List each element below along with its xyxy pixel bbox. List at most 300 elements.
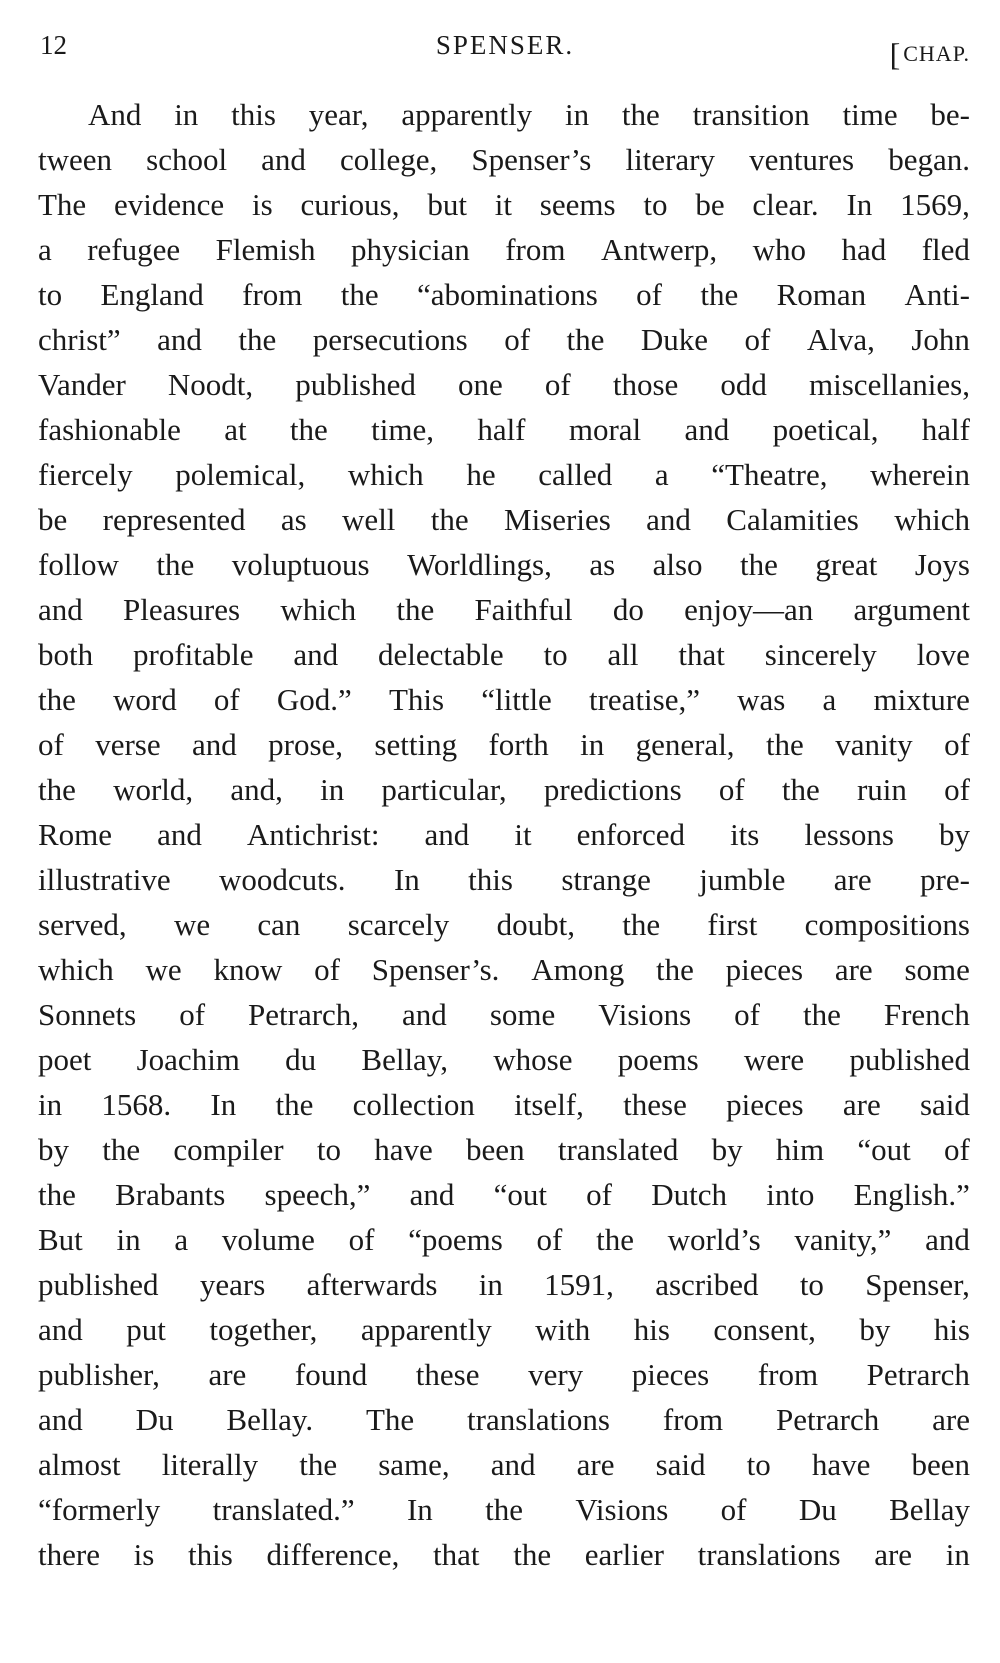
word: to bbox=[643, 187, 668, 222]
word: and bbox=[646, 502, 691, 537]
word: persecutions bbox=[312, 322, 468, 357]
word: are bbox=[576, 1447, 615, 1482]
word: and bbox=[925, 1222, 970, 1257]
word: world, bbox=[113, 772, 194, 807]
word: some bbox=[904, 952, 970, 987]
word: which bbox=[38, 952, 114, 987]
word: Vander bbox=[38, 367, 126, 402]
word: as bbox=[280, 502, 307, 537]
word: difference, bbox=[266, 1537, 400, 1572]
word: argument bbox=[853, 592, 970, 627]
word: these bbox=[623, 1087, 687, 1122]
word: Bellay. bbox=[226, 1402, 314, 1437]
word: vanity bbox=[835, 727, 913, 762]
word: the bbox=[513, 1537, 552, 1572]
word: and bbox=[684, 412, 730, 447]
word: Roman bbox=[776, 277, 867, 312]
word: to bbox=[746, 1447, 771, 1482]
text-line bbox=[38, 137, 970, 182]
text-line bbox=[38, 1487, 970, 1532]
word: Petrarch bbox=[866, 1357, 970, 1392]
word: “abominations bbox=[417, 277, 598, 312]
text-line bbox=[38, 587, 970, 632]
word: are bbox=[874, 1537, 913, 1572]
word: Visions bbox=[575, 1492, 669, 1527]
word: year, bbox=[308, 97, 369, 132]
word: pieces bbox=[725, 952, 804, 987]
word: of bbox=[38, 727, 64, 762]
word: evidence bbox=[114, 187, 225, 222]
word: du bbox=[285, 1042, 317, 1077]
word: translations bbox=[467, 1402, 610, 1437]
word: fashionable bbox=[38, 412, 181, 447]
word: moral bbox=[568, 412, 642, 447]
word: these bbox=[415, 1357, 480, 1392]
word: general, bbox=[635, 727, 735, 762]
word: of bbox=[586, 1177, 612, 1212]
word: collection bbox=[352, 1087, 475, 1122]
word: which bbox=[894, 502, 970, 537]
word: delectable bbox=[378, 637, 504, 672]
word: half bbox=[921, 412, 970, 447]
word: In bbox=[393, 862, 420, 897]
word: are bbox=[834, 952, 873, 987]
word: this bbox=[468, 862, 513, 897]
word: the bbox=[622, 907, 661, 942]
word: illustrative bbox=[38, 862, 171, 897]
word: of bbox=[944, 772, 970, 807]
word: in bbox=[38, 1087, 63, 1122]
word: that bbox=[433, 1537, 480, 1572]
text-line bbox=[38, 812, 970, 857]
word: that bbox=[678, 637, 725, 672]
word: vanity,” bbox=[794, 1222, 892, 1257]
word: had bbox=[841, 232, 887, 267]
chapter-label-text: CHAP. bbox=[903, 41, 970, 66]
word: and bbox=[38, 592, 83, 627]
word: This bbox=[388, 682, 445, 717]
word: tween bbox=[38, 142, 113, 177]
word: afterwards bbox=[306, 1267, 438, 1302]
word: also bbox=[652, 547, 703, 582]
word: and bbox=[261, 142, 306, 177]
word: doubt, bbox=[496, 907, 575, 942]
word: follow bbox=[38, 547, 119, 582]
word: to bbox=[316, 1132, 341, 1167]
word: fiercely bbox=[38, 457, 133, 492]
word: in bbox=[580, 727, 605, 762]
word: pieces bbox=[631, 1357, 710, 1392]
word: earlier bbox=[584, 1537, 664, 1572]
word: it bbox=[494, 187, 512, 222]
word: time, bbox=[371, 412, 434, 447]
word: is bbox=[133, 1537, 155, 1572]
text-line bbox=[38, 407, 970, 452]
word: one bbox=[457, 367, 503, 402]
text-line bbox=[38, 1127, 970, 1172]
word: Pleasures bbox=[123, 592, 241, 627]
word: scarcely bbox=[347, 907, 450, 942]
word: literally bbox=[161, 1447, 259, 1482]
word: Duke bbox=[640, 322, 709, 357]
word: enforced bbox=[576, 817, 686, 852]
word: and bbox=[490, 1447, 536, 1482]
word: of bbox=[944, 1132, 970, 1167]
word: of bbox=[636, 277, 662, 312]
word: first bbox=[707, 907, 758, 942]
word: the bbox=[396, 592, 435, 627]
word: both bbox=[38, 637, 94, 672]
word: of bbox=[536, 1222, 563, 1257]
word: but bbox=[427, 187, 467, 222]
word: time bbox=[842, 97, 898, 132]
word: which bbox=[347, 457, 424, 492]
word: John bbox=[911, 322, 970, 357]
word: Du bbox=[798, 1492, 837, 1527]
word: well bbox=[342, 502, 396, 537]
word: said bbox=[919, 1087, 970, 1122]
word: the bbox=[802, 997, 841, 1032]
word: a bbox=[174, 1222, 189, 1257]
word: it bbox=[514, 817, 532, 852]
word: And bbox=[88, 97, 142, 132]
text-line bbox=[38, 1532, 970, 1577]
word: in bbox=[945, 1537, 970, 1572]
word: Flemish bbox=[215, 232, 316, 267]
word: have bbox=[374, 1132, 433, 1167]
word: Joys bbox=[914, 547, 970, 582]
word: with bbox=[535, 1312, 591, 1347]
text-line bbox=[38, 722, 970, 767]
word: which bbox=[280, 592, 357, 627]
word: the bbox=[102, 1132, 141, 1167]
word: jumble bbox=[699, 862, 786, 897]
word: ascribed bbox=[655, 1267, 759, 1302]
word: college, bbox=[340, 142, 438, 177]
word: called bbox=[538, 457, 613, 492]
word: publisher, bbox=[38, 1357, 160, 1392]
word: be- bbox=[930, 97, 970, 132]
word: love bbox=[916, 637, 970, 672]
text-line bbox=[38, 1082, 970, 1127]
word: the bbox=[655, 952, 694, 987]
word: Petrarch bbox=[775, 1402, 880, 1437]
word: In bbox=[210, 1087, 237, 1122]
word: 1591, bbox=[544, 1267, 614, 1302]
word: Noodt, bbox=[167, 367, 254, 402]
word: literary bbox=[625, 142, 715, 177]
text-line bbox=[38, 362, 970, 407]
word: But bbox=[38, 1222, 83, 1257]
word: the bbox=[238, 322, 277, 357]
word: 1568. bbox=[101, 1087, 172, 1122]
word: Alva, bbox=[806, 322, 875, 357]
word: said bbox=[655, 1447, 706, 1482]
word: and bbox=[191, 727, 237, 762]
word: published bbox=[38, 1267, 159, 1302]
word: clear. bbox=[752, 187, 819, 222]
text-line bbox=[38, 1307, 970, 1352]
word: mixture bbox=[873, 682, 970, 717]
word: “out bbox=[493, 1177, 547, 1212]
word: enjoy—an bbox=[684, 592, 814, 627]
word: was bbox=[737, 682, 786, 717]
text-line bbox=[38, 947, 970, 992]
word: The bbox=[38, 187, 87, 222]
text-line bbox=[38, 227, 970, 272]
word: transition bbox=[692, 97, 810, 132]
word: the bbox=[621, 97, 660, 132]
word: those bbox=[612, 367, 679, 402]
text-line bbox=[38, 1352, 970, 1397]
word: were bbox=[743, 1042, 805, 1077]
word: the bbox=[289, 412, 328, 447]
word: verse bbox=[95, 727, 161, 762]
word: are bbox=[833, 862, 872, 897]
word: there bbox=[38, 1537, 100, 1572]
word: English.” bbox=[853, 1177, 970, 1212]
word: into bbox=[766, 1177, 815, 1212]
word: whose bbox=[493, 1042, 573, 1077]
text-line bbox=[38, 992, 970, 1037]
word: this bbox=[231, 97, 276, 132]
word: in bbox=[116, 1222, 141, 1257]
word: pieces bbox=[726, 1087, 804, 1122]
word: years bbox=[199, 1267, 266, 1302]
word: Antichrist: bbox=[246, 817, 380, 852]
word: in bbox=[478, 1267, 503, 1302]
word: “poems bbox=[408, 1222, 503, 1257]
word: refugee bbox=[87, 232, 181, 267]
word: lessons bbox=[804, 817, 894, 852]
word: curious, bbox=[300, 187, 400, 222]
word: served, bbox=[38, 907, 127, 942]
word: Calamities bbox=[726, 502, 859, 537]
word: found bbox=[294, 1357, 368, 1392]
word: translated.” bbox=[212, 1492, 355, 1527]
word: of bbox=[213, 682, 240, 717]
word: he bbox=[466, 457, 496, 492]
word: the bbox=[700, 277, 739, 312]
word: strange bbox=[561, 862, 651, 897]
word: the bbox=[38, 682, 76, 717]
word: “little bbox=[481, 682, 552, 717]
word: compiler bbox=[173, 1132, 284, 1167]
word: particular, bbox=[381, 772, 507, 807]
word: sincerely bbox=[764, 637, 877, 672]
word: “out bbox=[857, 1132, 911, 1167]
word: of bbox=[544, 367, 571, 402]
word: almost bbox=[38, 1447, 121, 1482]
word: translated bbox=[557, 1132, 679, 1167]
word: in bbox=[174, 97, 199, 132]
word: poetical, bbox=[772, 412, 879, 447]
word: 1569, bbox=[900, 187, 970, 222]
word: of bbox=[734, 997, 760, 1032]
word: polemical, bbox=[175, 457, 306, 492]
word: the bbox=[566, 322, 605, 357]
word: profitable bbox=[133, 637, 254, 672]
word: setting bbox=[374, 727, 458, 762]
word: this bbox=[188, 1537, 233, 1572]
word: published bbox=[849, 1042, 970, 1077]
word: the bbox=[156, 547, 195, 582]
word: from bbox=[505, 232, 566, 267]
word: began. bbox=[888, 142, 970, 177]
word: Spenser’s bbox=[471, 142, 592, 177]
word: Worldlings, bbox=[407, 547, 552, 582]
word: volume bbox=[221, 1222, 315, 1257]
word: speech,” bbox=[264, 1177, 371, 1212]
word: Petrarch, bbox=[248, 997, 360, 1032]
word: the bbox=[340, 277, 379, 312]
word: Among bbox=[531, 952, 625, 987]
word: been bbox=[466, 1132, 525, 1167]
text-line bbox=[38, 632, 970, 677]
word: Sonnets bbox=[38, 997, 137, 1032]
word: translations bbox=[697, 1537, 841, 1572]
word: the bbox=[781, 772, 820, 807]
word: and bbox=[293, 637, 339, 672]
word: the bbox=[299, 1447, 338, 1482]
word: consent, bbox=[713, 1312, 816, 1347]
word: wherein bbox=[870, 457, 970, 492]
text-line bbox=[38, 317, 970, 362]
word: know bbox=[213, 952, 283, 987]
text-line bbox=[38, 1397, 970, 1442]
word: of bbox=[179, 997, 206, 1032]
word: and bbox=[38, 1402, 83, 1437]
text-line bbox=[38, 1217, 970, 1262]
word: the bbox=[596, 1222, 634, 1257]
word: from bbox=[662, 1402, 724, 1437]
word: is bbox=[251, 187, 273, 222]
word: at bbox=[224, 412, 247, 447]
word: Joachim bbox=[136, 1042, 240, 1077]
word: the bbox=[765, 727, 804, 762]
word: the bbox=[485, 1492, 524, 1527]
word: of bbox=[744, 322, 771, 357]
word: of bbox=[720, 1492, 747, 1527]
word: miscellanies, bbox=[809, 367, 970, 402]
word: of bbox=[944, 727, 970, 762]
word: Miseries bbox=[504, 502, 611, 537]
word: ruin bbox=[856, 772, 907, 807]
running-title: SPENSER. bbox=[435, 30, 575, 60]
word: ventures bbox=[749, 142, 855, 177]
word: odd bbox=[720, 367, 767, 402]
word: Du bbox=[135, 1402, 174, 1437]
word: Anti- bbox=[904, 277, 970, 312]
text-line bbox=[38, 1442, 970, 1487]
word: and bbox=[402, 997, 447, 1032]
word: physician bbox=[350, 232, 470, 267]
word: great bbox=[815, 547, 878, 582]
word: in bbox=[320, 772, 345, 807]
word: represented bbox=[102, 502, 246, 537]
word: school bbox=[146, 142, 228, 177]
word: Bellay bbox=[889, 1492, 970, 1527]
word: French bbox=[883, 997, 970, 1032]
word: of bbox=[718, 772, 745, 807]
word: poet bbox=[38, 1042, 92, 1077]
word: and bbox=[424, 817, 470, 852]
text-line bbox=[38, 452, 970, 497]
word: itself, bbox=[514, 1087, 584, 1122]
word: to bbox=[38, 277, 63, 312]
word: christ” bbox=[38, 322, 121, 357]
word: are bbox=[208, 1357, 247, 1392]
word: to bbox=[543, 637, 568, 672]
word: fled bbox=[921, 232, 970, 267]
word: be bbox=[695, 187, 725, 222]
word: are bbox=[842, 1087, 881, 1122]
word: the bbox=[275, 1087, 314, 1122]
word: the bbox=[38, 772, 76, 807]
word: and bbox=[38, 1312, 83, 1347]
text-line bbox=[38, 542, 970, 587]
word: as bbox=[589, 547, 616, 582]
word: by bbox=[711, 1132, 743, 1167]
word: and bbox=[157, 322, 202, 357]
word: God.” bbox=[276, 682, 352, 717]
text-line bbox=[38, 1262, 970, 1307]
word: and bbox=[157, 817, 202, 852]
word: of bbox=[348, 1222, 375, 1257]
word: we bbox=[173, 907, 211, 942]
word: by bbox=[939, 817, 970, 852]
word: world’s bbox=[667, 1222, 761, 1257]
text-line bbox=[38, 857, 970, 902]
word: half bbox=[477, 412, 526, 447]
text-line bbox=[38, 272, 970, 317]
text-line bbox=[38, 92, 970, 137]
word: In bbox=[406, 1492, 433, 1527]
word: “formerly bbox=[38, 1492, 161, 1527]
word: from bbox=[242, 277, 303, 312]
word: all bbox=[607, 637, 639, 672]
word: England bbox=[100, 277, 204, 312]
running-head bbox=[40, 30, 970, 70]
word: In bbox=[846, 187, 873, 222]
page-number: 12 bbox=[40, 30, 67, 60]
word: can bbox=[257, 907, 301, 942]
word: put bbox=[126, 1312, 166, 1347]
word: a bbox=[822, 682, 837, 717]
text-line bbox=[38, 497, 970, 542]
word: him bbox=[775, 1132, 825, 1167]
word: Rome bbox=[38, 817, 113, 852]
text-line bbox=[38, 1037, 970, 1082]
word: woodcuts. bbox=[218, 862, 346, 897]
word: voluptuous bbox=[231, 547, 370, 582]
body-text bbox=[38, 92, 970, 1577]
word: a bbox=[654, 457, 669, 492]
word: together, bbox=[209, 1312, 318, 1347]
word: some bbox=[489, 997, 556, 1032]
word: treatise,” bbox=[588, 682, 700, 717]
word: predictions bbox=[543, 772, 682, 807]
word: who bbox=[752, 232, 807, 267]
text-line bbox=[38, 182, 970, 227]
word: its bbox=[730, 817, 760, 852]
text-line bbox=[38, 1172, 970, 1217]
word: be bbox=[38, 502, 68, 537]
word: we bbox=[145, 952, 182, 987]
word: word bbox=[113, 682, 177, 717]
word: Spenser’s. bbox=[371, 952, 500, 987]
word: and, bbox=[230, 772, 283, 807]
